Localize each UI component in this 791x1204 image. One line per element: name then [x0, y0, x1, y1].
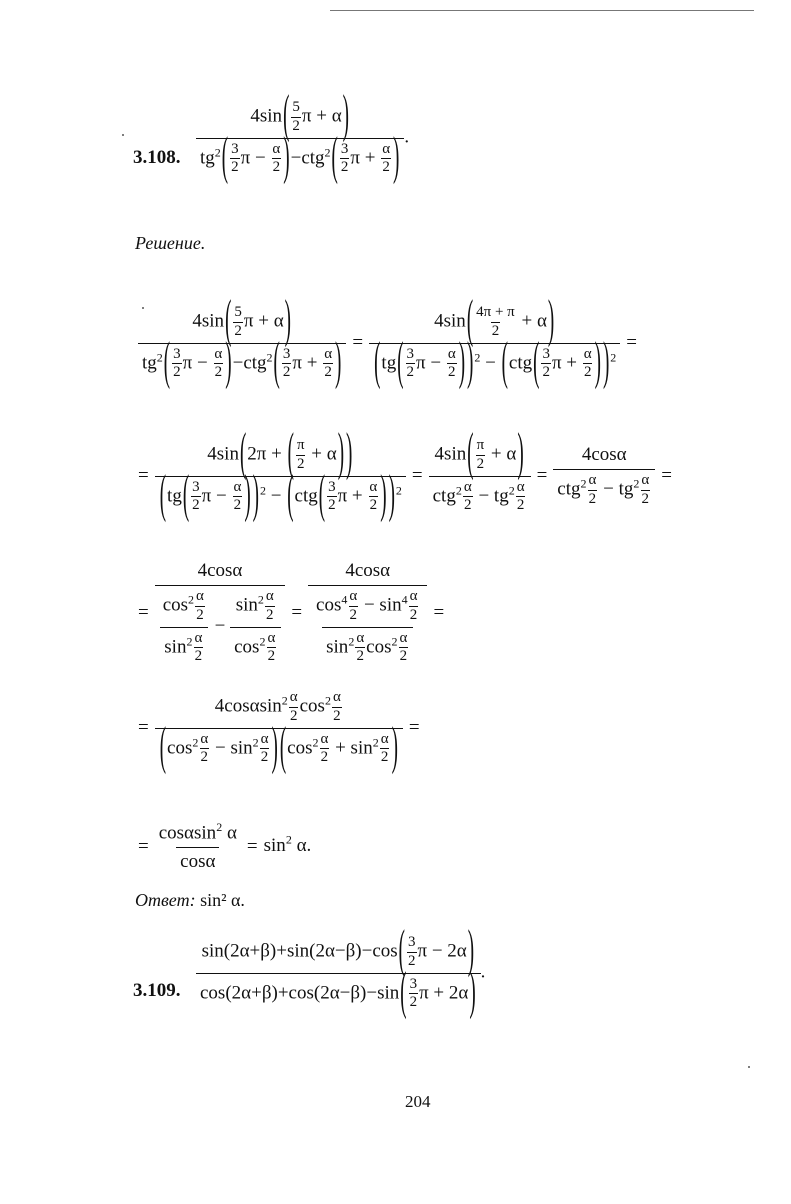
problem-3-109-numerator: sin(2α+β)+sin(2α−β)−cos( $\frac{3}{2}$ π − 2α)	[201, 921, 475, 981]
solution-step-4: = 4cosαsin$^2$ $\frac{\alpha}{2}$ $\cos^2$ $\frac{\alpha}{2}$ ($\cos^2$ $\frac{\alpha}{2}$ − $\sin^2$ $\frac{\alpha}{2}$ ) ($\cos^2$ $\frac{\alpha}{2}$ + $\sin^2$ $\frac{\alpha}{2}$ ) =	[138, 689, 420, 777]
page-number: 204	[405, 1092, 431, 1111]
problem-3-109-expression: sin(2α+β)+sin(2α−β)−cos( $\frac{3}{2}$ π − 2α) cos(2α+β)+cos(2α−β)−sin( $\frac{3}{2}$ π + 2α) .	[196, 935, 485, 1011]
scan-speck	[748, 1066, 750, 1068]
solution-label: Решение.	[135, 233, 206, 253]
solution-step-5: = $\frac{\cos\alpha\sin^2 \alpha}{\cos\alpha}$ = $\sin^2 \alpha$.	[138, 820, 312, 873]
solution-step-2: = 4sin(2π + ( $\frac{\pi}{2}$ + α) ) (tg( $\frac{3}{2}$ π − $\frac{\alpha}{2}$ ) )$^2$ − (ctg( $\frac{3}{2}$ π + $\frac{\alpha}{2}$ ) )$^2$ = 4sin( $\frac{\pi}{2}$ + α) ctg$^2$ $\frac{\alpha}{2}$ − $tg^2$ $\frac{\alpha}{2}$ = 4cosα ctg$^2$ $\frac{\alpha}{2}$ − $tg^2$ $\frac{\alpha}{2}$ =	[138, 424, 672, 525]
problem-3-108-numerator: 4sin( $\frac{5}{2}$ π + α)	[250, 86, 349, 146]
problem-3-108-expression: 4sin( $\frac{5}{2}$ π + α) $tg^2$( $\frac{3}{2}$ π − $\frac{\alpha}{2}$ )−ctg$^2$( $\frac{3}{2}$ π + $\frac{\alpha}{2}$ ) .	[196, 100, 409, 176]
scan-speck	[122, 134, 124, 136]
answer-label: Ответ:	[135, 890, 196, 910]
answer-line	[135, 890, 245, 911]
problem-number-3-109: 3.109.	[133, 980, 181, 1001]
problem-3-108-denominator: $tg^2$( $\frac{3}{2}$ π − $\frac{\alpha}{2}$ )−ctg$^2$( $\frac{3}{2}$ π + $\frac{\alpha}{2}$ )	[196, 138, 404, 177]
solution-step-1: 4sin( $\frac{5}{2}$ π + α) $tg^2$( $\frac{3}{2}$ π − $\frac{\alpha}{2}$ )−ctg$^2$( $\frac{3}{2}$ π + $\frac{\alpha}{2}$ ) = 4sin( $\frac{4\pi + \pi}{2}$ + α) (tg( $\frac{3}{2}$ π − $\frac{\alpha}{2}$ ) )$^2$ − (ctg( $\frac{3}{2}$ π + $\frac{\alpha}{2}$ ) )$^2$ =	[138, 305, 643, 381]
solution-step-3: = 4cosα $\cos^2$ $\frac{\alpha}{2}$ $\sin^2$ $\frac{\alpha}{2}$ − $\sin^2$ $\frac{\alpha}{2}$ $\cos^2$ $\frac{\alpha}{2}$ = 4cosα $\cos^4$ $\frac{\alpha}{2}$ − $\sin^4$ $\frac{\alpha}{2}$ $\sin^2$ $\frac{\alpha}{2}$ $\cos^2$ $\frac{\alpha}{2}$ =	[138, 560, 445, 665]
problem-3-109-denominator: cos(2α+β)+cos(2α−β)−sin( $\frac{3}{2}$ π + 2α)	[196, 973, 481, 1012]
answer-value: sin² α.	[200, 890, 245, 910]
header-rule	[330, 10, 754, 11]
problem-number-3-108: 3.108.	[133, 147, 181, 168]
